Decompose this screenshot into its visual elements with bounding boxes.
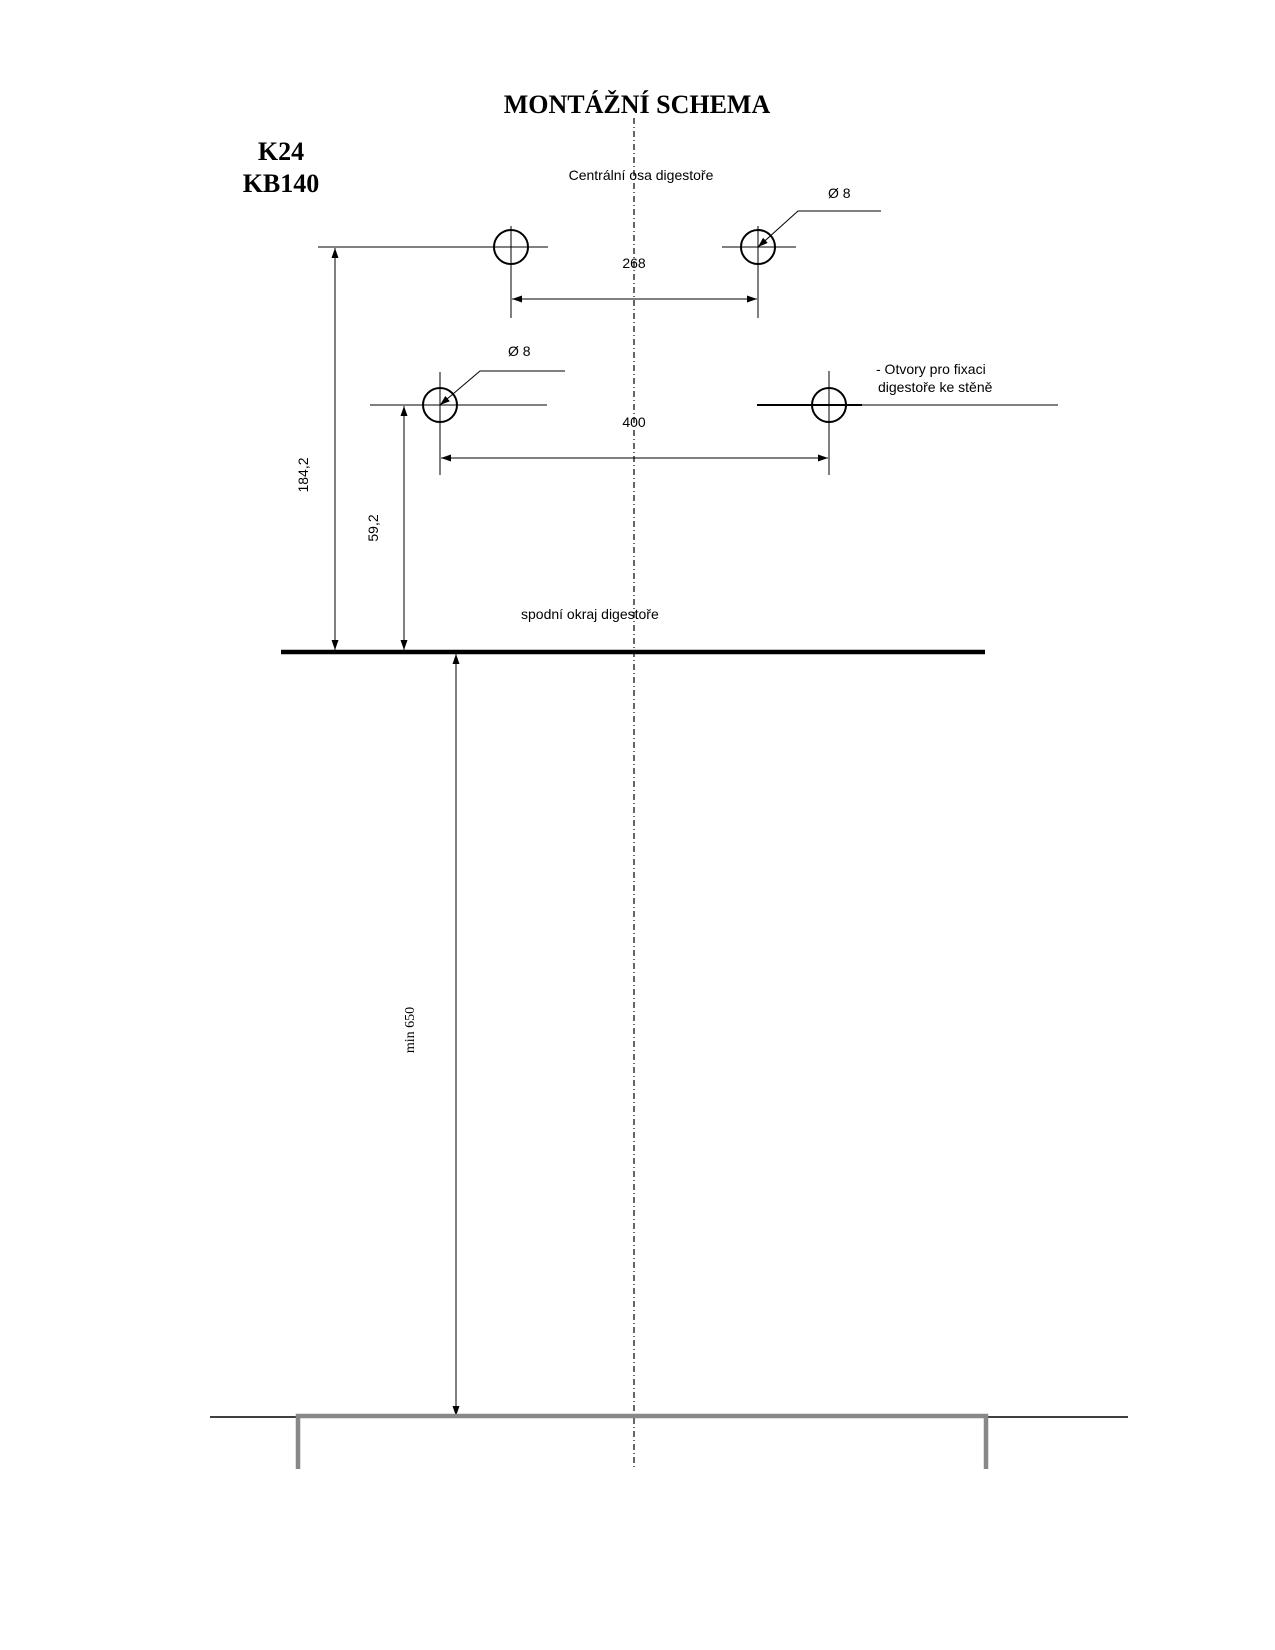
model-label-2: KB140	[242, 169, 320, 198]
bottom-edge-label: spodní okraj digestoře	[521, 606, 659, 622]
dimension-400-label: 400	[622, 414, 646, 430]
diagram-title: MONTÁŽNÍ SCHEMA	[503, 90, 771, 119]
dimension-268-label: 268	[622, 255, 646, 271]
lower-diameter-label: Ø 8	[508, 343, 531, 359]
model-label-1: K24	[257, 137, 305, 166]
cooktop-outline	[298, 1416, 986, 1469]
dimension-184-label: 184,2	[295, 457, 311, 493]
holes-note-line-1: - Otvory pro fixaci	[876, 361, 986, 377]
lower-diameter-leader	[440, 371, 565, 405]
holes-note-line-2: digestoře ke stěně	[878, 379, 993, 395]
dimension-min650-label: min 650	[403, 1006, 418, 1054]
dimension-59-label: 59,2	[365, 514, 381, 542]
upper-diameter-label: Ø 8	[828, 185, 851, 201]
central-axis-label: Centrální osa digestoře	[568, 167, 714, 183]
upper-diameter-leader	[758, 211, 881, 247]
